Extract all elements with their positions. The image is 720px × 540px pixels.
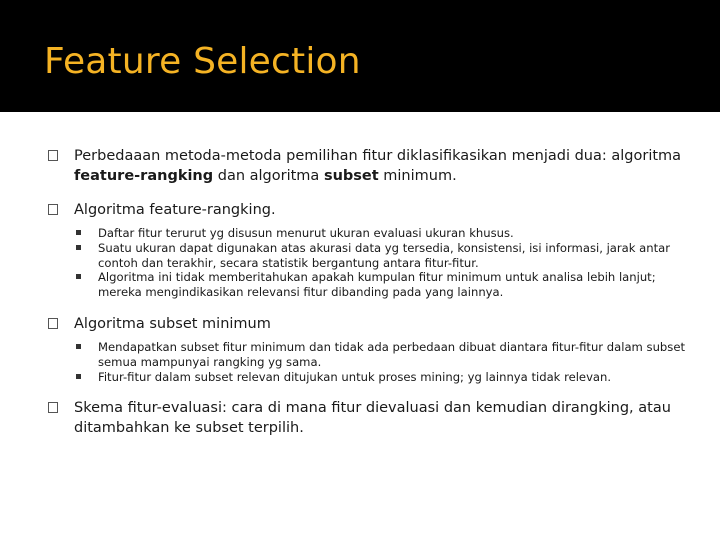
slide-title: Feature Selection <box>44 41 361 82</box>
bullet-skema-evaluasi <box>48 398 688 438</box>
sub-item <box>74 226 688 241</box>
bullet-text: Algoritma subset minimum <box>74 315 271 332</box>
sub-item-text: Mendapatkan subset fitur minimum dan tidak ada perbedaan dibuat diantara fitur-fitur dalam subset semua mampunyai rangking yg sama. <box>98 339 685 369</box>
square-bullet-icon <box>48 204 58 215</box>
bullet-text-part: dan algoritma <box>213 168 324 184</box>
small-square-bullet-icon <box>76 374 81 379</box>
bullet-text-part: minimum. <box>378 168 457 184</box>
bullet-text-part: Perbedaaan metoda-metoda pemilihan fitur diklasifikasikan menjadi dua: algoritma <box>74 148 682 164</box>
sub-item <box>74 270 688 300</box>
bullet-text: Skema fitur-evaluasi: cara di mana fitur dievaluasi dan kemudian dirangking, atau ditambahkan ke subset terpilih. <box>74 400 671 437</box>
sub-item <box>74 370 688 385</box>
bold-subset: subset <box>323 168 379 184</box>
bold-feature-rangking: feature-rangking <box>74 168 214 184</box>
sub-item <box>74 241 688 271</box>
small-square-bullet-icon <box>76 230 81 235</box>
sub-item <box>74 340 688 370</box>
sub-item-text: Algoritma ini tidak memberitahukan apakah kumpulan fitur minimum untuk analisa lebih lanjut; mereka mengindikasikan relevansi fitur dibanding pada yang lainnya. <box>98 270 656 300</box>
small-square-bullet-icon <box>76 344 81 349</box>
bullet-text: Algoritma feature-rangking. <box>74 202 276 218</box>
small-square-bullet-icon <box>76 245 81 250</box>
bullet-classification <box>48 146 688 186</box>
slide-content <box>48 146 688 438</box>
bullet-subset-minimum <box>48 314 688 334</box>
sub-list-subset-minimum <box>74 340 688 384</box>
sub-list-feature-rangking <box>74 226 688 300</box>
small-square-bullet-icon <box>76 274 81 279</box>
square-bullet-icon <box>48 318 58 329</box>
square-bullet-icon <box>48 150 58 161</box>
bullet-feature-rangking <box>48 200 688 220</box>
square-bullet-icon <box>48 402 58 413</box>
sub-item-text: Suatu ukuran dapat digunakan atas akurasi data yg tersedia, konsistensi, isi informasi, jarak antar contoh dan terakhir, secara statistik bergantung antara fitur-fitur. <box>98 240 671 270</box>
sub-item-text: Fitur-fitur dalam subset relevan ditujukan untuk proses mining; yg lainnya tidak relevan. <box>98 369 612 384</box>
sub-item-text: Daftar fitur terurut yg disusun menurut ukuran evaluasi ukuran khusus. <box>98 226 514 240</box>
